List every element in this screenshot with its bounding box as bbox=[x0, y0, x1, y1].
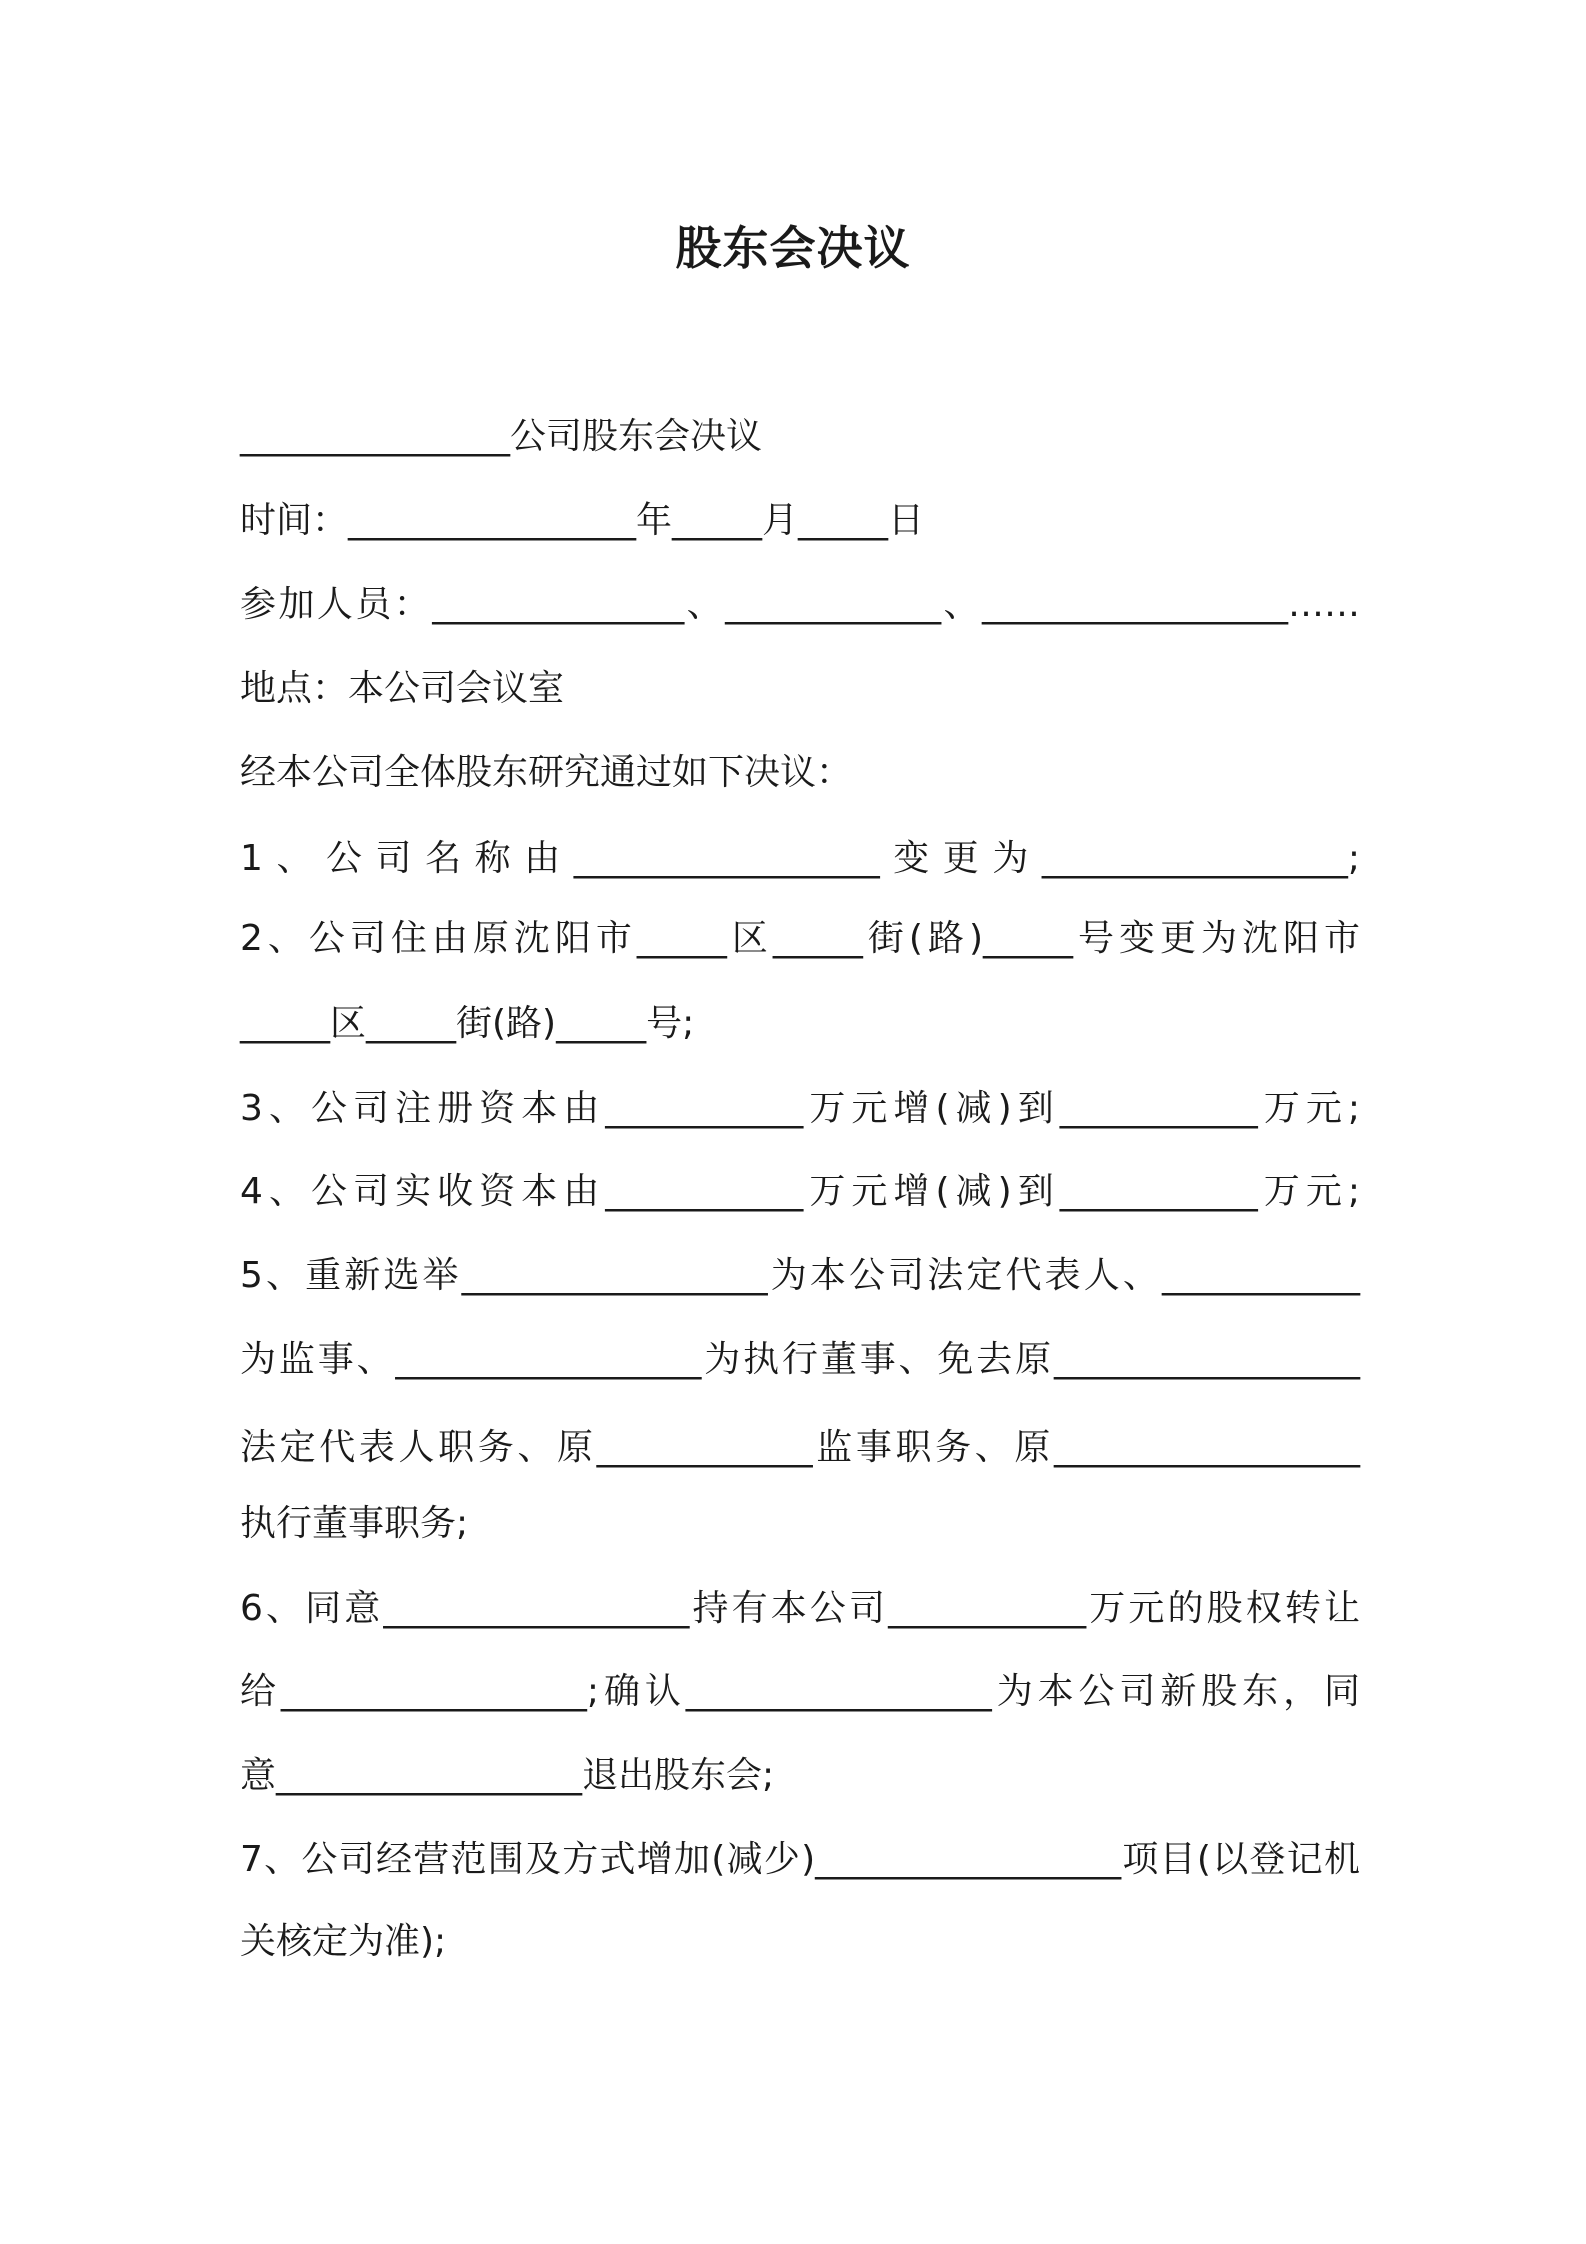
resolution-item-3: 3、公司注册资本由___________万元增(减)到___________万元; bbox=[240, 1088, 1360, 1129]
resolution-item-5-line-1: 5、重新选举_________________为本公司法定代表人、___________ bbox=[240, 1255, 1360, 1296]
resolution-item-6-line-3: 意_________________退出股东会; bbox=[240, 1755, 775, 1796]
resolution-item-6-line-1: 6、同意_________________持有本公司___________万元的股权转让 bbox=[240, 1588, 1360, 1629]
resolution-item-5-line-4: 执行董事职务; bbox=[240, 1503, 469, 1544]
resolution-intro-line: 经本公司全体股东研究通过如下决议： bbox=[240, 752, 853, 793]
document-title: 股东会决议 bbox=[675, 221, 911, 275]
resolution-item-2-line-1: 2、公司住由原沈阳市_____区_____街(路)_____号变更为沈阳市 bbox=[240, 918, 1360, 959]
resolution-item-5-line-3: 法定代表人职务、原____________监事职务、原_________________ bbox=[240, 1427, 1360, 1468]
time-line: 时间：________________年_____月_____日 bbox=[240, 500, 925, 541]
resolution-item-2-line-2: _____区_____街(路)_____号; bbox=[240, 1003, 695, 1044]
location-line: 地点：本公司会议室 bbox=[240, 668, 565, 709]
resolution-item-1: 1、公司名称由_________________变更为_________________; bbox=[240, 838, 1360, 879]
resolution-item-7-line-2: 关核定为准); bbox=[240, 1921, 447, 1962]
company-name-line: _______________公司股东会决议 bbox=[240, 416, 763, 457]
resolution-item-7-line-1: 7、公司经营范围及方式增加(减少)_________________项目(以登记机 bbox=[240, 1839, 1360, 1880]
resolution-item-4: 4、公司实收资本由___________万元增(减)到___________万元; bbox=[240, 1171, 1360, 1212]
resolution-item-6-line-2: 给_________________;确认_________________为本公司新股东，同 bbox=[240, 1671, 1360, 1712]
participants-line: 参加人员：______________、____________、_________________…… bbox=[240, 584, 1360, 625]
resolution-item-5-line-2: 为监事、_________________为执行董事、免去原_________________ bbox=[240, 1339, 1360, 1380]
